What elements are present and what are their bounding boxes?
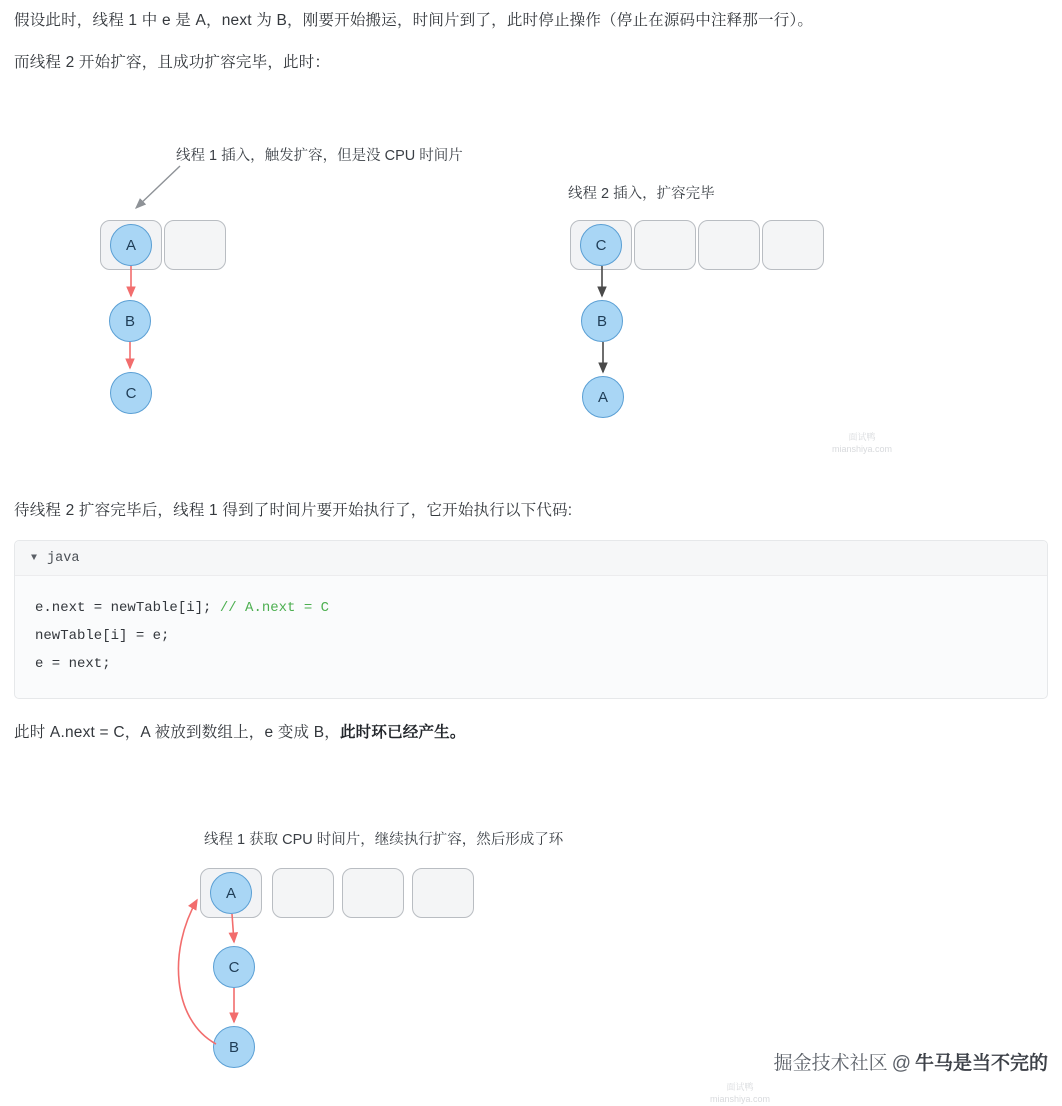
watermark-small-2-line1: 面试鸭	[726, 1082, 754, 1092]
paragraph-2: 而线程 2 开始扩容，且成功扩容完毕，此时：	[14, 54, 331, 71]
watermark-small-2	[700, 1082, 780, 1105]
watermark-small-1-line2: mianshiya.com	[831, 443, 893, 454]
code-line	[35, 594, 1031, 622]
array-slot	[634, 220, 696, 270]
array-slot	[272, 868, 334, 918]
code-line	[35, 650, 1031, 678]
watermark-small-1	[822, 432, 902, 455]
code-line-text: e = next;	[35, 656, 111, 672]
node-b: B	[581, 300, 623, 342]
code-block	[14, 540, 1048, 699]
node-c: C	[213, 946, 255, 988]
code-line	[35, 622, 1031, 650]
watermark-small-1-line1: 面试鸭	[848, 432, 876, 442]
array-slot	[762, 220, 824, 270]
paragraph-1: 假设此时，线程 1 中 e 是 A，next 为 B，刚要开始搬运，时间片到了，此时停止操作（停止在源码中注释那一行）。	[14, 12, 814, 29]
node-a: A	[110, 224, 152, 266]
code-line-text: newTable[i] = e;	[35, 628, 170, 644]
node-a: A	[210, 872, 252, 914]
paragraph-4	[14, 720, 466, 746]
array-slot	[412, 868, 474, 918]
node-a: A	[582, 376, 624, 418]
figure1-caption-right: 线程 2 插入，扩容完毕	[568, 186, 715, 202]
code-body[interactable]	[15, 576, 1047, 698]
code-line-text: e.next = newTable[i];	[35, 600, 212, 616]
paragraph-4-emphasis: 此时环已经产生。	[339, 724, 466, 741]
node-b: B	[109, 300, 151, 342]
watermark-author	[774, 1048, 1048, 1075]
array-slot	[164, 220, 226, 270]
node-b: B	[213, 1026, 255, 1068]
code-line-comment: // A.next = C	[211, 600, 330, 616]
array-slot	[342, 868, 404, 918]
node-c: C	[110, 372, 152, 414]
watermark-author-name: 牛马是当不完的	[914, 1053, 1048, 1074]
node-c: C	[580, 224, 622, 266]
code-block-header[interactable]	[15, 541, 1047, 576]
watermark-at: @	[891, 1053, 911, 1074]
paragraph-3: 待线程 2 扩容完毕后，线程 1 得到了时间片要开始执行了，它开始执行以下代码:	[14, 502, 573, 519]
watermark-source: 掘金技术社区	[773, 1053, 888, 1074]
chevron-down-icon[interactable]: ▼	[31, 552, 38, 564]
code-language-label: java	[47, 550, 80, 566]
paragraph-4-text: 此时 A.next = C，A 被放到数组上，e 变成 B，	[14, 724, 340, 741]
array-slot	[698, 220, 760, 270]
watermark-small-2-line2: mianshiya.com	[709, 1093, 771, 1104]
figure2-caption: 线程 1 获取 CPU 时间片，继续执行扩容，然后形成了环	[204, 832, 564, 848]
figure1-caption-left: 线程 1 插入，触发扩容，但是没 CPU 时间片	[176, 148, 463, 164]
